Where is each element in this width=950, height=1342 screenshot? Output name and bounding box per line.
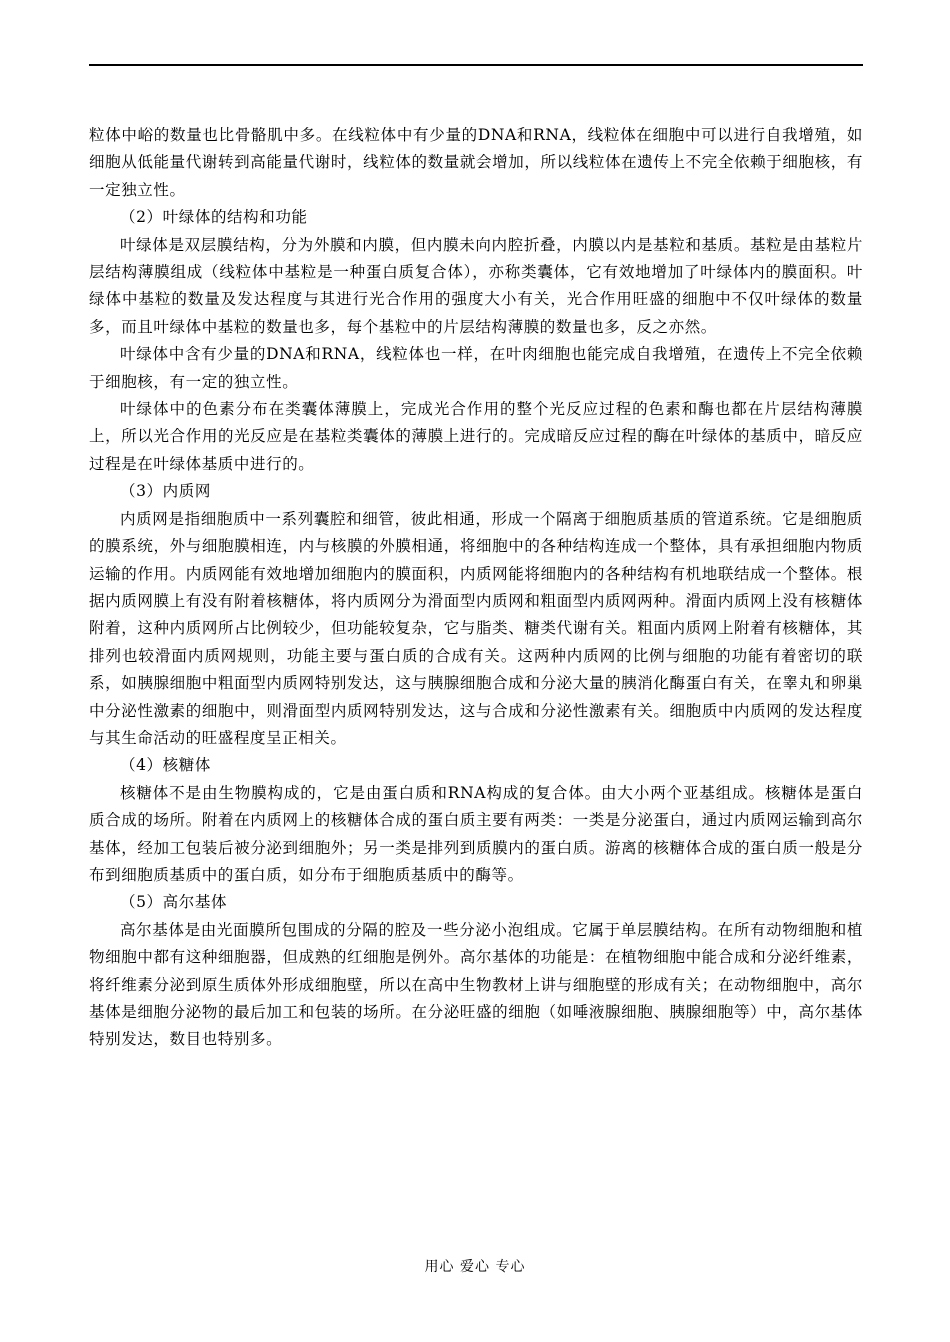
heading-chloroplast: （2）叶绿体的结构和功能 xyxy=(120,208,308,227)
heading-golgi: （5）高尔基体 xyxy=(120,893,228,912)
paragraph-ribosome: 核糖体不是由生物膜构成的，它是由蛋白质和RNA构成的复合体。由大小两个亚基组成。核糖体是蛋白质合成的场所。附着在内质网上的核糖体合成的蛋白质主要有两类：一类是分泌蛋白，通过内质网运输到高尔基体，经加工包装后被分泌到细胞外；另一类是排列到质膜内的蛋白质。游离的核糖体合成的蛋白质一般是分布到细胞质基质中的蛋白质，如分布于细胞质基质中的酶等。 xyxy=(89,783,863,884)
paragraph-mitochondria-continued: 粒体中峪的数量也比骨骼肌中多。在线粒体中有少量的DNA和RNA，线粒体在细胞中可以进行自我增殖，如细胞从低能量代谢转到高能量代谢时，线粒体的数量就会增加，所以线粒体在遗传上不完全依赖于细胞核，有一定独立性。 xyxy=(89,126,863,199)
heading-endoplasmic-reticulum: （3）内质网 xyxy=(120,482,211,501)
page-footer: 用心 爱心 专心 xyxy=(424,1259,526,1275)
paragraph-chloroplast-dna: 叶绿体中含有少量的DNA和RNA，线粒体也一样，在叶肉细胞也能完成自我增殖，在遗传上不完全依赖于细胞核，有一定的独立性。 xyxy=(89,345,863,391)
paragraph-chloroplast-pigments: 叶绿体中的色素分布在类囊体薄膜上，完成光合作用的整个光反应过程的色素和酶也都在片层结构薄膜上，所以光合作用的光反应是在基粒类囊体的薄膜上进行的。完成暗反应过程的酶在叶绿体的基质中，暗反应过程是在叶绿体基质中进行的。 xyxy=(89,400,863,473)
paragraph-endoplasmic-reticulum: 内质网是指细胞质中一系列囊腔和细管，彼此相通，形成一个隔离于细胞质基质的管道系统。它是细胞质的膜系统，外与细胞膜相连，内与核膜的外膜相通，将细胞中的各种结构连成一个整体，具有承担细胞内物质运输的作用。内质网能有效地增加细胞内的膜面积，内质网能将细胞内的各种结构有机地联结成一个整体。根据内质网膜上有没有附着核糖体，将内质网分为滑面型内质网和粗面型内质网两种。滑面内质网上没有核糖体附着，这种内质网所占比例较少，但功能较复杂，它与脂类、糖类代谢有关。粗面内质网上附着有核糖体，其排列也较滑面内质网规则，功能主要与蛋白质的合成有关。这两种内质网的比例与细胞的功能有着密切的联系，如胰腺细胞中粗面型内质网特别发达，这与胰腺细胞合成和分泌大量的胰消化酶蛋白有关，在睾丸和卵巢中分泌性激素的细胞中，则滑面型内质网特别发达，这与合成和分泌性激素有关。细胞质中内质网的发达程度与其生命活动的旺盛程度呈正相关。 xyxy=(89,509,863,747)
header-rule xyxy=(89,64,863,66)
heading-ribosome: （4）核糖体 xyxy=(120,756,211,775)
paragraph-chloroplast-structure: 叶绿体是双层膜结构，分为外膜和内膜，但内膜未向内腔折叠，内膜以内是基粒和基质。基粒是由基粒片层结构薄膜组成（线粒体中基粒是一种蛋白质复合体），亦称类囊体，它有效地增加了叶绿体内的膜面积。叶绿体中基粒的数量及发达程度与其进行光合作用的强度大小有关，光合作用旺盛的细胞中不仅叶绿体的数量多，而且叶绿体中基粒的数量也多，每个基粒中的片层结构薄膜的数量也多，反之亦然。 xyxy=(89,235,863,336)
paragraph-golgi: 高尔基体是由光面膜所包围成的分隔的腔及一些分泌小泡组成。它属于单层膜结构。在所有动物细胞和植物细胞中都有这种细胞器，但成熟的红细胞是例外。高尔基体的功能是：在植物细胞中能合成和分泌纤维素，将纤维素分泌到原生质体外形成细胞壁，所以在高中生物教材上讲与细胞壁的形成有关；在动物细胞中，高尔基体是细胞分泌物的最后加工和包装的场所。在分泌旺盛的细胞（如唾液腺细胞、胰腺细胞等）中，高尔基体特别发达，数目也特别多。 xyxy=(89,920,863,1049)
document-body xyxy=(89,122,863,1054)
